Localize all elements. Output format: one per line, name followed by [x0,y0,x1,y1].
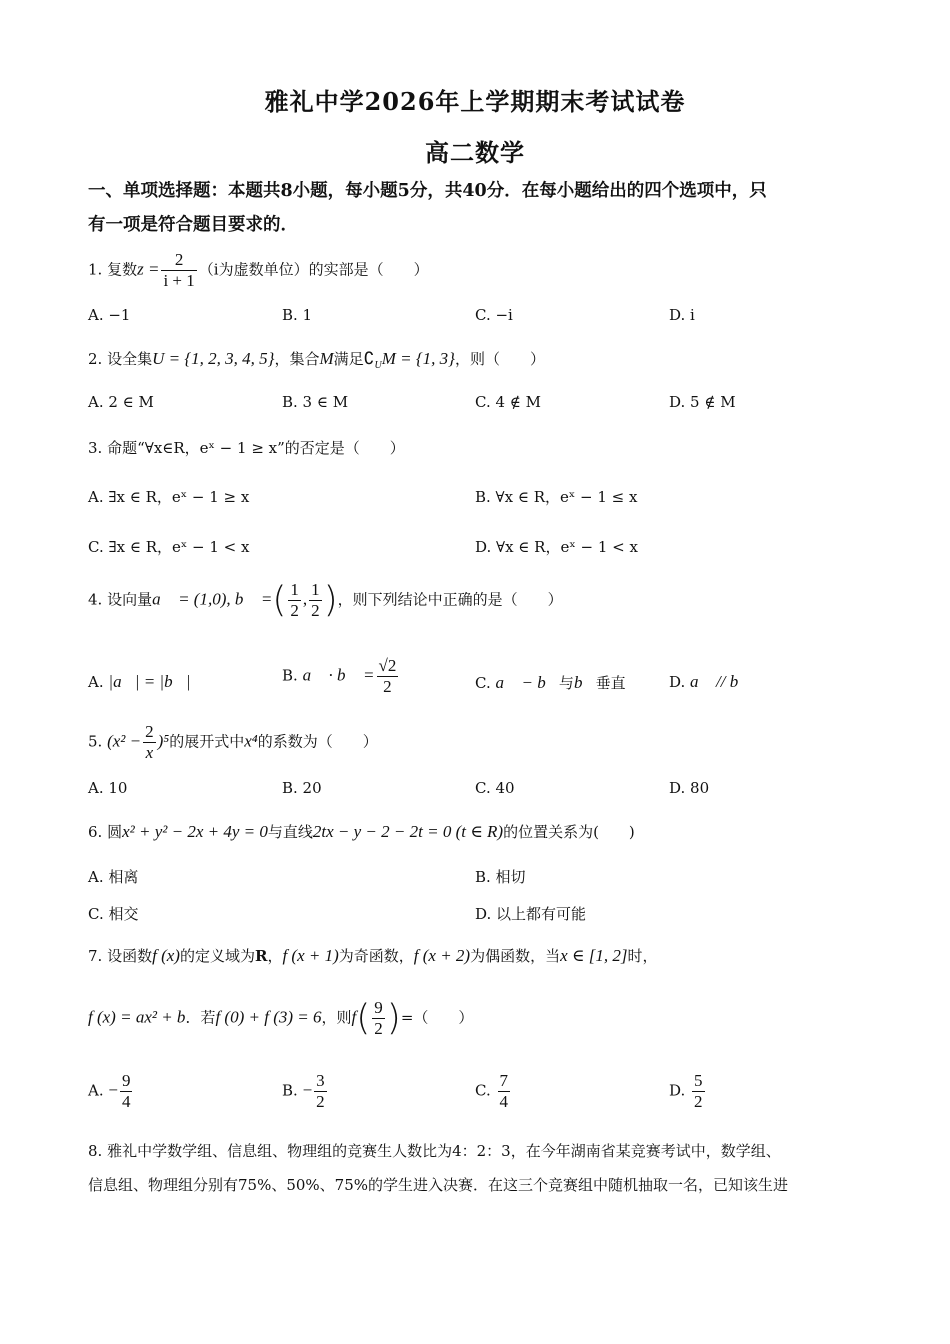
question-text: 设函数 [107,947,153,965]
math-expr: f (0) + f (3) = 6 [215,1007,322,1027]
question-text: 为偶函数，当 [470,947,561,965]
fraction-numerator: √2 [378,656,397,675]
math-expr: b⃗ [573,673,596,692]
question-text: ， [267,947,283,965]
option-c[interactable]: C. 40 [475,779,515,797]
option-text: 垂直 [595,674,626,692]
option-c[interactable] [475,1071,512,1112]
math-expr: a⃗ // b⃗ [690,672,752,691]
fraction-numerator: 7 [499,1071,508,1090]
section-heading-line1: 一、单项选择题：本题共8小题，每小题5分，共40分．在每小题给出的四个选项中，只 [88,181,767,201]
fraction [288,580,301,621]
question-4 [88,580,563,621]
option-b[interactable]: B. 相切 [475,868,526,886]
math-expr: x ∈ [1, 2] [560,946,628,965]
question-number: 5. [88,732,103,751]
question-number: 1. [88,260,103,279]
option-label: B. [282,666,298,685]
fraction-denominator: 2 [316,1092,325,1111]
right-paren: ) [386,997,401,1039]
math-expr: R [254,947,268,965]
fraction [314,1071,327,1112]
fraction [120,1071,133,1112]
option-b[interactable]: B. ∀x ∈ R，eˣ − 1 ≤ x [475,488,638,506]
left-paren: ( [272,579,287,621]
question-text: 的定义域为 [179,947,255,965]
question-text: 与直线 [267,823,313,841]
question-2 [88,348,545,371]
question-number: 4. [88,590,103,609]
fraction-numerator: 1 [311,580,320,599]
question-text: 的系数为（ ） [257,732,378,751]
option-a[interactable]: A. ∃x ∈ R，eˣ − 1 ≥ x [88,488,250,506]
fraction-numerator: 2 [145,722,154,741]
option-a[interactable]: A. −1 [88,306,131,324]
sign: − [302,1080,313,1100]
question-text: 的位置关系为( ) [503,823,635,841]
question-number: 2. [88,350,103,368]
option-b[interactable] [282,656,400,697]
question-number: 8. [88,1142,103,1160]
question-8 [88,1134,856,1202]
option-c[interactable]: C. ∃x ∈ R，eˣ − 1 < x [88,538,250,556]
fraction-denominator: 4 [121,1092,131,1111]
option-d[interactable] [669,672,751,692]
option-label: C. [475,1081,491,1100]
option-d[interactable]: D. 80 [669,779,710,797]
question-text: 命题“∀x∈R，eˣ − 1 ≥ x”的否定是（ ） [107,439,405,457]
math-expr: x⁴ [244,731,258,751]
question-text: 雅礼中学数学组、信息组、物理组的竞赛生人数比为4：2：3，在今年湖南省某竞赛考试中，数学组、 [107,1142,781,1160]
fraction [372,998,385,1039]
option-c[interactable]: C. −i [475,306,513,324]
option-label: C. [475,674,491,692]
option-c[interactable] [475,672,626,693]
math-expr: a⃗ · b⃗ = [302,665,375,685]
left-paren: ( [356,997,371,1039]
question-text: ，集合 [274,350,320,368]
option-text: 与 [558,674,574,692]
question-text: （i为虚数单位）的实部是（ ） [198,260,429,279]
option-b[interactable] [282,1071,329,1112]
section-heading-line2: 有一项是符合题目要求的． [88,215,298,235]
question-number: 3. [88,439,103,457]
math-expr: 2tx − y − 2 − 2t = 0 (t ∈ R) [312,822,504,841]
math-expr: f (x) [152,946,180,965]
question-text: 复数 [107,260,138,279]
option-a[interactable]: A. 10 [88,779,128,797]
option-label: A. [88,673,104,691]
fraction-numerator: 1 [290,580,299,599]
fraction-denominator: 2 [374,1019,383,1038]
fraction-numerator: 2 [161,250,196,271]
option-a[interactable]: A. 相离 [88,868,139,886]
fraction [692,1071,705,1112]
question-text: 圆 [107,823,123,841]
complement-symbol: ∁ [363,349,375,368]
math-expr: f (x) = ax² + b [88,1007,186,1027]
option-d[interactable]: D. 以上都有可能 [475,905,587,923]
question-text: 满足 [333,350,364,368]
right-paren: ) [323,579,338,621]
math-expr: U = {1, 2, 3, 4, 5} [152,349,275,368]
fraction-numerator: 9 [121,1071,131,1090]
question-5 [88,722,378,763]
fraction-denominator: 2 [311,601,320,620]
option-d[interactable]: D. 5 ∉ M [669,393,736,411]
option-d[interactable]: D. i [669,306,695,324]
fraction-denominator: x [145,743,154,762]
math-subscript: U [374,360,382,371]
question-text: ．若 [185,1008,216,1027]
question-text: 设向量 [107,590,153,609]
exam-title: 雅礼中学2026年上学期期末考试试卷 [264,87,686,116]
question-text: 设全集 [107,350,153,368]
option-b[interactable]: B. 1 [282,306,313,324]
fraction [498,1071,511,1112]
question-text: 时， [627,947,658,965]
math-expr: a⃗ = (1,0), b⃗ = [152,589,273,609]
exam-subtitle: 高二数学 [425,138,525,167]
question-8-line2: 信息组、物理组分别有75%、50%、75%的学生进入决赛．在这三个竞赛组中随机抽取一名，已知该生进 [88,1176,789,1194]
option-label: D. [669,1081,686,1100]
fraction-denominator: 2 [290,601,299,620]
fraction-numerator: 5 [694,1071,703,1090]
math-expr: f [351,1007,357,1027]
option-c[interactable]: C. 相交 [88,905,139,923]
math-expr: f (x + 1) [282,946,339,965]
question-6 [88,821,635,842]
option-d[interactable] [669,1071,707,1112]
fraction [143,722,156,763]
question-number: 6. [88,823,103,841]
question-8-line1 [88,1134,856,1168]
question-3 [88,437,405,458]
math-expr: x² + y² − 2x + 4y = 0 [122,822,268,841]
section-heading [88,174,863,242]
question-text: =（ ） [400,1008,474,1027]
question-1 [88,250,429,291]
math-expr: f (x + 2) [413,946,471,965]
option-d[interactable]: D. ∀x ∈ R，eˣ − 1 < x [475,538,638,556]
question-text: ，则（ ） [454,350,545,368]
math-expr: M [319,349,334,368]
option-label: B. [282,1081,298,1100]
question-text: 的展开式中 [169,732,245,751]
question-7-line2 [88,998,473,1039]
comma: , [302,589,308,609]
option-a[interactable] [88,672,191,692]
option-label: A. [88,1081,104,1100]
math-expr: |a⃗| = |b⃗| [108,672,191,691]
option-label: D. [669,673,686,691]
option-a[interactable]: A. 2 ∈ M [88,393,154,411]
fraction [377,656,399,697]
math-expr: )⁵ [157,731,170,751]
fraction-denominator: i + 1 [163,271,195,290]
question-text: ，则 [321,1008,352,1027]
question-number: 7. [88,947,103,965]
fraction-denominator: 2 [694,1092,703,1111]
option-a[interactable] [88,1071,134,1112]
fraction [161,250,196,291]
question-7 [88,945,658,966]
fraction-denominator: 4 [499,1092,508,1111]
math-expr: a⃗ − b⃗ [495,673,559,692]
option-b[interactable]: B. 20 [282,779,322,797]
option-b[interactable]: B. 3 ∈ M [282,393,349,411]
question-text: 为奇函数， [338,947,414,965]
question-text: ，则下列结论中正确的是（ ） [337,590,563,609]
fraction [309,580,322,621]
fraction-numerator: 9 [374,998,383,1017]
math-expr: z = [137,259,160,279]
fraction-numerator: 3 [316,1071,325,1090]
sign: − [108,1080,118,1100]
fraction-denominator: 2 [383,677,392,696]
math-expr: M = {1, 3} [381,349,455,368]
option-c[interactable]: C. 4 ∉ M [475,393,542,411]
math-expr: (x² − [107,731,142,751]
